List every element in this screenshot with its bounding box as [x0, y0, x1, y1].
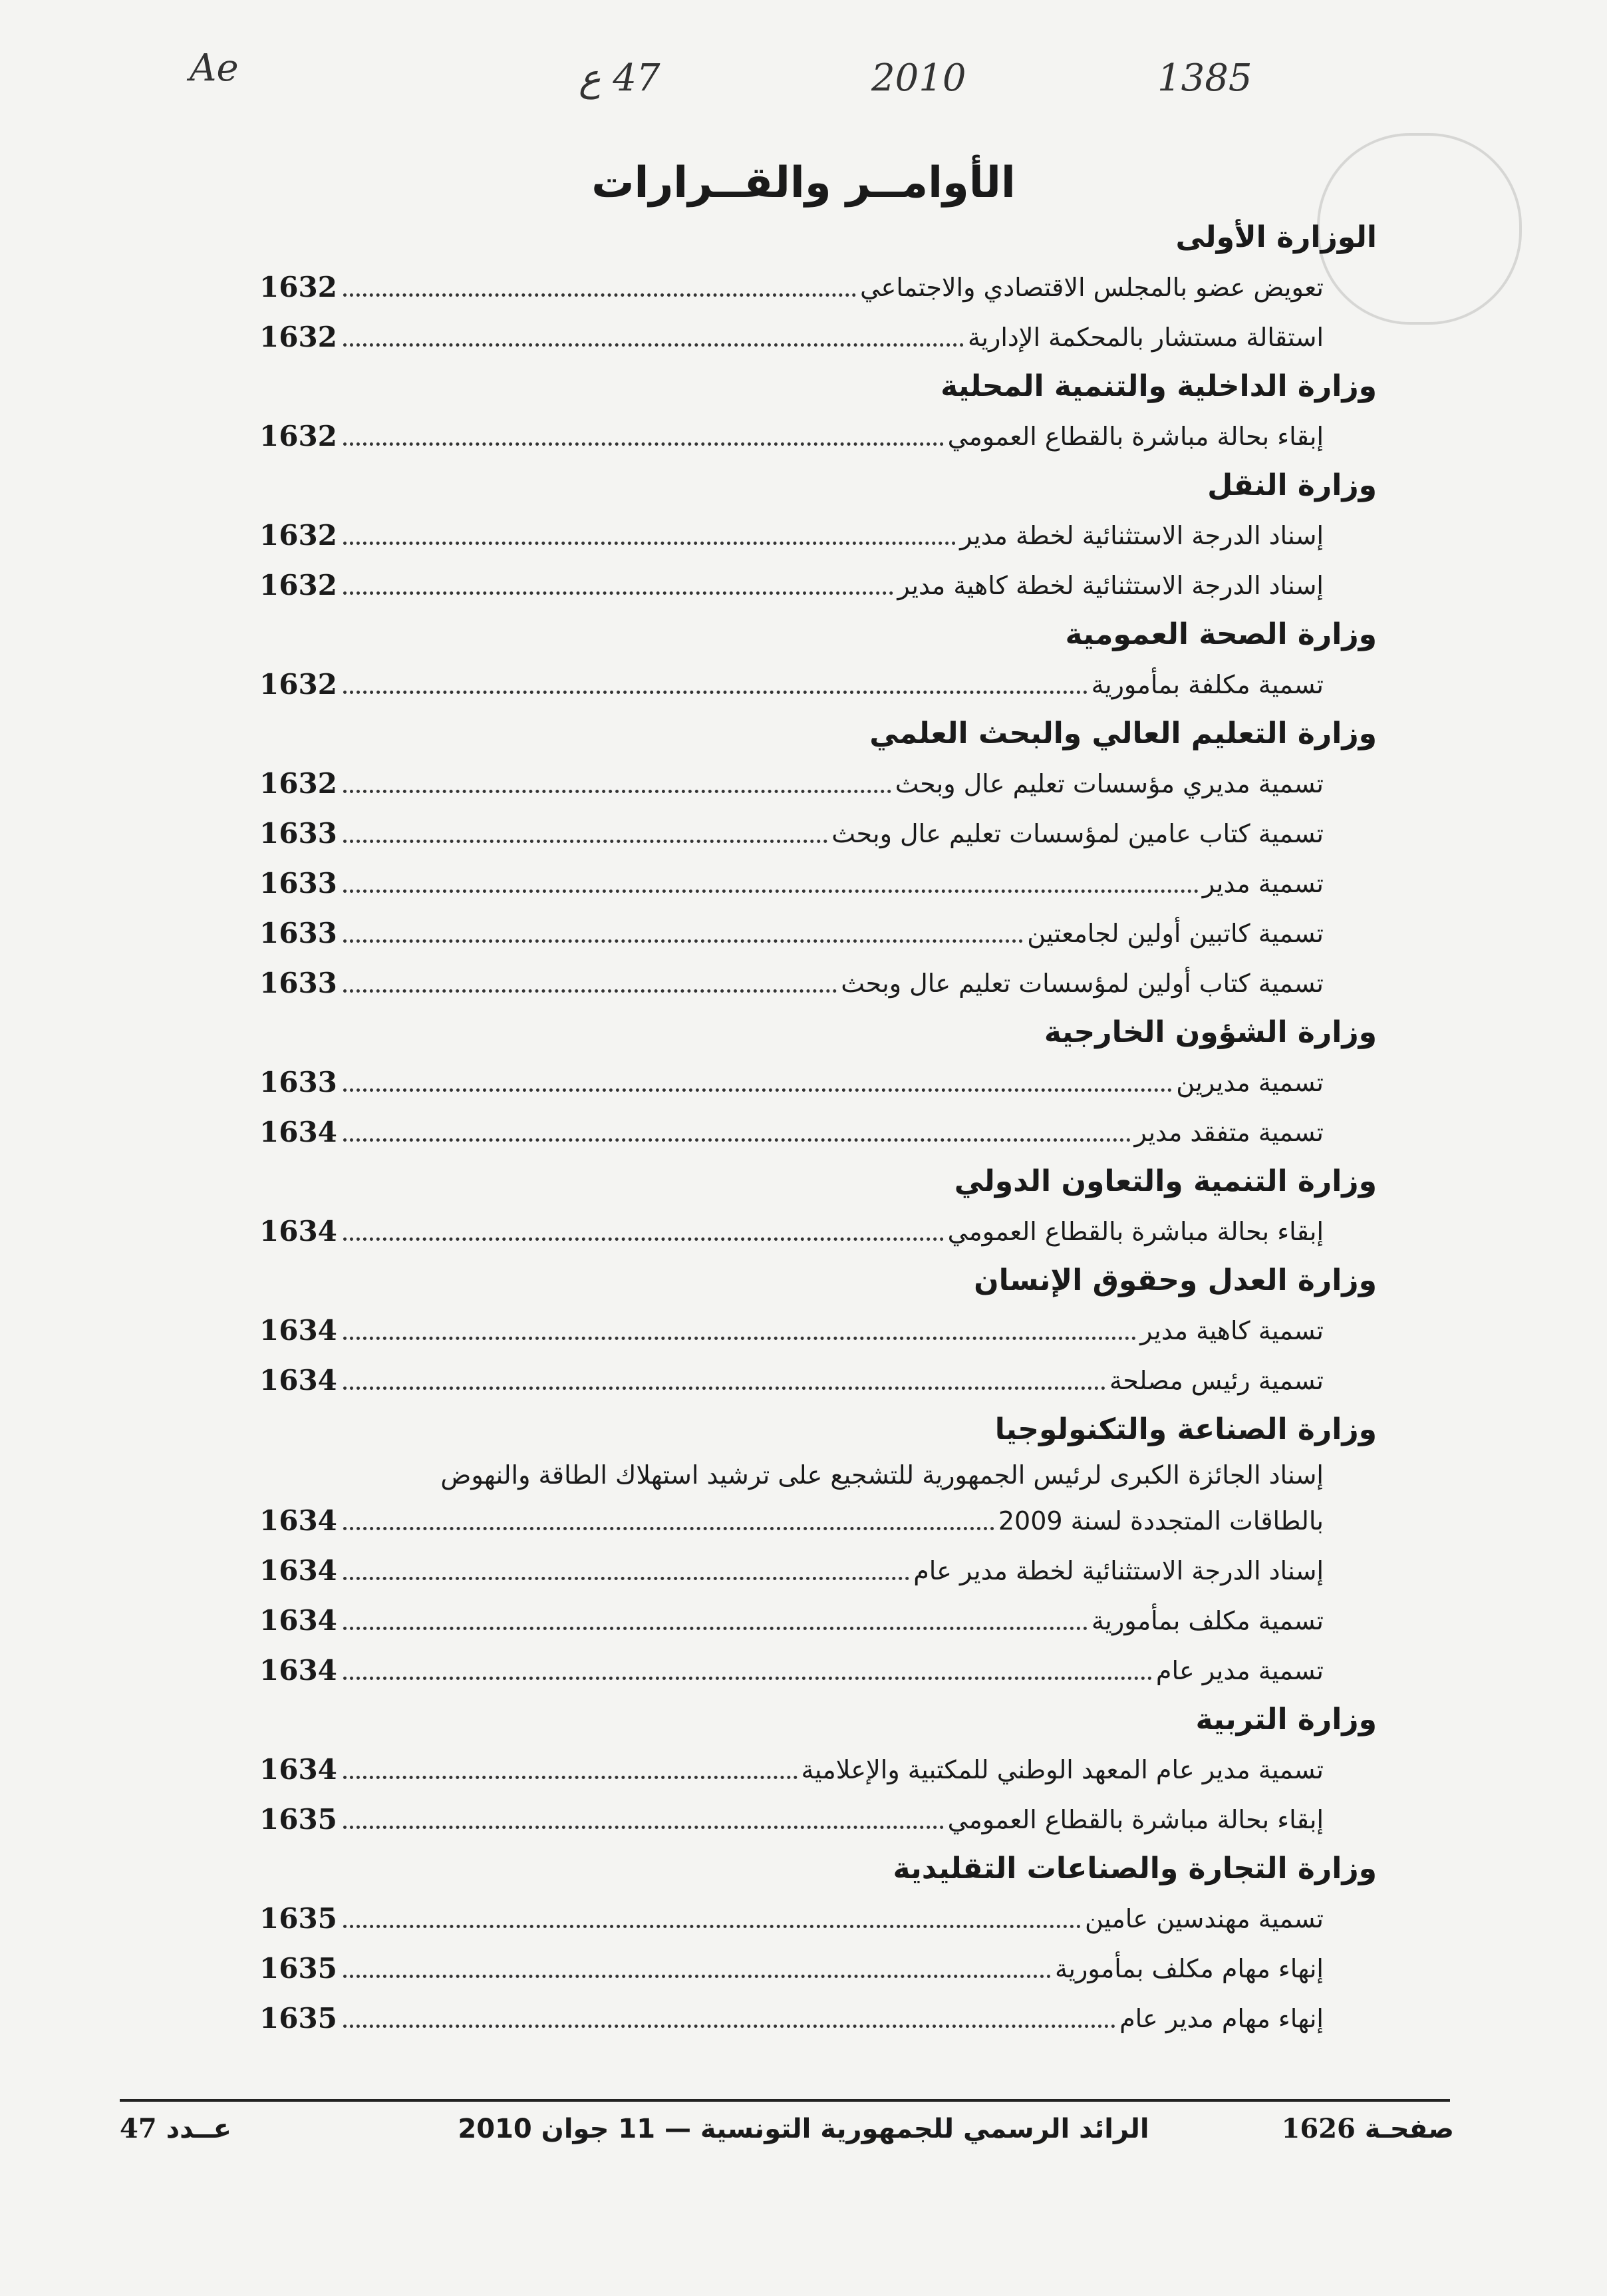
section-heading: وزارة الصناعة والتكنولوجيا [994, 1412, 1377, 1446]
toc-entry-text: تسمية كتاب أولين لمؤسسات تعليم عال وبحث [841, 968, 1324, 998]
dot-leader [343, 293, 856, 297]
dot-leader [343, 1138, 1131, 1142]
toc-entry-text: تسمية مكلف بمأمورية [1091, 1605, 1324, 1635]
toc-entry [259, 1206, 1377, 1256]
toc-entry-text: تسمية مديرين [1176, 1067, 1324, 1097]
toc-entry [259, 510, 1377, 560]
dot-leader [343, 1337, 1136, 1340]
toc-entry-page: 1632 [259, 767, 337, 800]
toc-entry [259, 808, 1377, 858]
dot-leader [343, 1527, 994, 1530]
toc-entry-text: تسمية مكلفة بمأمورية [1091, 669, 1324, 699]
section-heading: وزارة العدل وحقوق الإنسان [974, 1263, 1377, 1297]
toc-entry-page: 1633 [259, 817, 337, 850]
toc-entry [259, 312, 1377, 362]
toc-entry [259, 411, 1377, 461]
toc-entry-text: إنهاء مهام مكلف بمأمورية [1055, 1953, 1324, 1983]
toc-entry [259, 1993, 1377, 2043]
dot-leader [343, 343, 964, 347]
toc-entry-page: 1632 [259, 321, 337, 353]
toc-entry-page: 1633 [259, 917, 337, 949]
section-heading: وزارة النقل [1207, 468, 1377, 502]
toc-entry-text: إسناد الدرجة الاستثنائية لخطة مدير عام [913, 1556, 1324, 1585]
dot-leader [343, 691, 1088, 694]
dot-leader [343, 1975, 1051, 1978]
toc-entry-text: تعويض عضو بالمجلس الاقتصادي والاجتماعي [860, 272, 1324, 302]
table-of-contents [259, 213, 1377, 2043]
handwritten-issue-mark: 47 ع [579, 57, 660, 100]
dot-leader [343, 1088, 1172, 1092]
toc-entry [259, 1893, 1377, 1943]
toc-entry-page: 1634 [259, 1314, 337, 1347]
section-heading: وزارة الصحة العمومية [1065, 617, 1377, 651]
toc-entry [259, 1645, 1377, 1695]
toc-entry-text: إبقاء بحالة مباشرة بالقطاع العمومي [947, 1216, 1324, 1246]
toc-entry-text-line1: إسناد الجائزة الكبرى لرئيس الجمهورية للتشجيع على ترشيد استهلاك الطاقة والنهوض [440, 1460, 1324, 1490]
toc-entry-text: إنهاء مهام مدير عام [1119, 2003, 1324, 2033]
toc-entry-page: 1634 [259, 1116, 337, 1148]
handwritten-code-mark: 1385 [1157, 57, 1252, 100]
dot-leader [343, 989, 837, 993]
toc-entry-page: 1634 [259, 1654, 337, 1687]
toc-entry-text: إبقاء بحالة مباشرة بالقطاع العمومي [947, 421, 1324, 451]
toc-entry [259, 1496, 1377, 1546]
dot-leader [343, 1237, 944, 1241]
dot-leader [343, 1776, 798, 1779]
toc-entry [259, 858, 1377, 908]
dot-leader [343, 1677, 1152, 1680]
toc-entry-page: 1634 [259, 1504, 337, 1537]
dot-leader [343, 591, 893, 595]
toc-entry [259, 560, 1377, 610]
toc-entry-text: تسمية مديري مؤسسات تعليم عال وبحث [895, 768, 1324, 798]
footer-issue-label: عــدد [166, 2114, 231, 2144]
toc-entry [259, 1546, 1377, 1595]
toc-entry-text: تسمية كتاب عامين لمؤسسات تعليم عال وبحث [831, 818, 1324, 848]
toc-entry [259, 1744, 1377, 1794]
toc-entry-text: تسمية مدير عام [1155, 1655, 1324, 1685]
section-heading: وزارة التجارة والصناعات التقليدية [893, 1852, 1377, 1886]
dot-leader [343, 442, 944, 446]
toc-entry [259, 758, 1377, 808]
toc-entry [259, 1057, 1377, 1107]
toc-entry-page: 1635 [259, 2002, 337, 2035]
section-heading: وزارة الداخلية والتنمية المحلية [941, 369, 1377, 403]
toc-entry-page: 1632 [259, 420, 337, 452]
footer-rule [120, 2099, 1450, 2102]
toc-entry-text: تسمية مدير [1202, 868, 1324, 898]
dot-leader [343, 1925, 1081, 1928]
dot-leader [343, 1577, 909, 1580]
toc-entry-text: تسمية كاتبين أولين لجامعتين [1027, 918, 1324, 948]
toc-entry-text: إسناد الدرجة الاستثنائية لخطة كاهية مدير [897, 570, 1324, 600]
toc-entry-page: 1634 [259, 1554, 337, 1587]
toc-entry-page: 1634 [259, 1753, 337, 1786]
section-heading: وزارة التربية [1195, 1703, 1377, 1736]
page-title: الأوامــر والقــرارات [591, 158, 1016, 208]
section-heading: وزارة التعليم العالي والبحث العلمي [869, 717, 1377, 750]
dot-leader [343, 840, 827, 843]
section-heading: الوزارة الأولى [1175, 220, 1377, 254]
toc-entry [259, 908, 1377, 958]
toc-entry-page: 1633 [259, 867, 337, 900]
toc-entry-page: 1635 [259, 1952, 337, 1985]
toc-entry-page: 1632 [259, 668, 337, 701]
toc-entry [259, 659, 1377, 709]
toc-entry-page: 1635 [259, 1803, 337, 1836]
toc-entry [259, 958, 1377, 1008]
toc-entry [259, 1107, 1377, 1157]
toc-entry-text: تسمية متفقد مدير [1134, 1117, 1324, 1147]
handwritten-year-mark: 2010 [871, 57, 966, 100]
footer-page-number: 1626 [1281, 2113, 1356, 2144]
toc-entry-page: 1632 [259, 569, 337, 601]
section-heading: وزارة الشؤون الخارجية [1044, 1015, 1377, 1049]
toc-entry-page: 1634 [259, 1604, 337, 1637]
toc-entry-page: 1633 [259, 967, 337, 999]
toc-entry [259, 1355, 1377, 1405]
dot-leader [343, 939, 1023, 943]
section-heading: وزارة التنمية والتعاون الدولي [954, 1164, 1377, 1198]
toc-entry-text: تسمية مدير عام المعهد الوطني للمكتبية والإعلامية [801, 1754, 1324, 1784]
toc-entry-text: تسمية رئيس مصلحة [1109, 1365, 1324, 1395]
toc-entry-text: استقالة مستشار بالمحكمة الإدارية [968, 322, 1324, 352]
dot-leader [343, 1387, 1105, 1390]
footer-page-label: صفحـة [1364, 2114, 1454, 2144]
dot-leader [343, 542, 956, 545]
toc-entry [259, 262, 1377, 312]
toc-entry [259, 1794, 1377, 1844]
dot-leader [343, 790, 891, 793]
footer-journal: الرائد الرسمي للجمهورية التونسية — 11 جوان 2010 [458, 2114, 1149, 2144]
toc-entry-text: إبقاء بحالة مباشرة بالقطاع العمومي [947, 1804, 1324, 1834]
footer-issue-number: 47 [120, 2113, 157, 2144]
toc-entry-text: تسمية مهندسين عامين [1085, 1903, 1324, 1933]
dot-leader [343, 1826, 944, 1829]
toc-entry [259, 1943, 1377, 1993]
toc-entry-text: تسمية كاهية مدير [1140, 1315, 1324, 1345]
toc-entry-page: 1633 [259, 1066, 337, 1098]
toc-entry-text: إسناد الدرجة الاستثنائية لخطة مدير [960, 520, 1324, 550]
toc-entry-page: 1635 [259, 1902, 337, 1935]
dot-leader [343, 1627, 1088, 1630]
toc-entry [259, 1595, 1377, 1645]
dot-leader [343, 890, 1199, 893]
handwritten-mark-a: Ae [190, 47, 239, 90]
footer-issue [120, 2106, 231, 2152]
toc-entry-page: 1632 [259, 271, 337, 303]
toc-entry [259, 1305, 1377, 1355]
toc-entry-page: 1634 [259, 1215, 337, 1247]
toc-entry-page: 1632 [259, 519, 337, 552]
dot-leader [343, 2025, 1115, 2028]
toc-entry-page: 1634 [259, 1364, 337, 1396]
toc-entry-text: بالطاقات المتجددة لسنة 2009 [998, 1506, 1324, 1536]
